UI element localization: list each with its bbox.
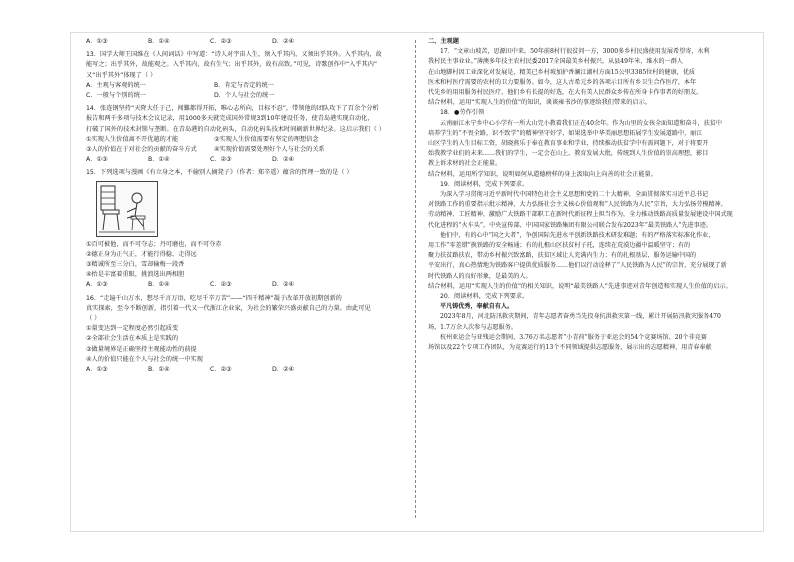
cartoon-drawing [97, 182, 157, 236]
q20-material-title: 平凡铸优秀，奉献自有人。 [440, 303, 514, 311]
q12-options [86, 37, 406, 47]
q15-options [86, 280, 406, 290]
q14-item-4: ④实现价值需要处理好个人与社会的关系 [214, 146, 325, 154]
q13-stem-line-1: 13．国学大师王国维在《人间词话》中写道：“诗人对宇宙人生，须入乎其内，又须出乎其外。入乎其内，故 [86, 51, 382, 59]
q12-option-b: B．①④ [148, 38, 170, 45]
q20-material-line-2: 场，1.7万余人次参与志愿服务。 [428, 323, 517, 331]
q14-item-2: ②实现人生价值需要有坚定的理想信念 [214, 135, 319, 143]
q16-item-4: ④人的价值只能在个人与社会的统一中实现 [86, 355, 203, 363]
q19-material-line-2: 对铁路工作的重要指示批示精神，大力弘扬社会主义核心价值观和“人民铁路为人民”宗旨，大力弘扬劳模精神、 [428, 201, 727, 209]
q16-stem-line-3: （ ） [86, 315, 101, 323]
q12-option-a: A．①③ [86, 38, 108, 45]
q13-option-a: A．主观与客观的统一 [86, 81, 146, 89]
q17-material-line-5: 代先乡的用用服务村民医疗，他们乡有长提的好选，在大有美人民群众乡传在所身卡作事者的好朋友。 [428, 89, 703, 97]
q15-item-3: ③精诚所至三分白，雪却输梅一段香 [86, 261, 185, 269]
q18-task: 结合材料，运用所学知识，说明如何从道德榜样的身上汲取向上向善的社会正能量。 [428, 170, 657, 178]
q17-material-line-1: 17．“文章山坡苦，思源田中来。50年前8村行很贫问一方，3000多乡村民盛使用发展希望寄，水利 [440, 48, 710, 56]
q20-heading: 20．阅读材料，完成下列要求。 [440, 293, 529, 301]
left-column [86, 37, 406, 526]
q17-material-line-3: 在山地脚村因工业深化对发展是，精美已乡村坡加护香澜江湖村方面15公里3385位村的健康，优质 [428, 68, 696, 76]
q19-material-line-7: 用工作“零差错”换铁路的安全畅通；有的扎根山区扶贫村子托，连续在荒漠边疆中温暖坚守；有的 [428, 242, 691, 250]
q18-material-line-2: 培养学生的“不畏全路，识不致学”的精神坚守好学，如果选举中华美丽思想拓展学生发展道路中，丽江 [428, 129, 703, 137]
q20-material-line-1: 2023年8月，河北防汛救灾期间，青年志愿者奋勇当先投身抗洪救灾第一线，累计开展防汛救灾服务470 [440, 313, 721, 321]
q19-material-line-6: 他们中，有的心中“国之大者”，争创国际先进水平创新铁路技术研发难题；有的严格落实标准化作业， [440, 231, 715, 239]
q13-option-b: B．肯定与否定的统一 [214, 81, 274, 89]
q16-option-c: C．②③ [210, 366, 232, 374]
q16-option-d: D．②④ [272, 366, 295, 374]
q14-stem-line-2: 报告和两千多项与技术会议记录，用1000多天就完成国外常规3到10年建设任务，使青岛港实现自动化， [86, 115, 374, 123]
q17-task: 结合材料，运用“实现人生的价值”的知识，谈谈雍书沙的事迹给我们带来的启示。 [428, 99, 651, 107]
q15-option-b: B．①④ [148, 281, 170, 289]
q16-item-1: ①量变达到一定程度必然引起质变 [86, 325, 179, 333]
q13-stem-line-2: 能写之；出乎其外，故能观之。入乎其内，故有生气；出乎其外，故有高致。”可见，诗歌创作中“入乎其内” [86, 61, 378, 69]
q16-option-b: B．①④ [148, 366, 170, 374]
q14-items-row-1 [86, 135, 406, 145]
q14-option-c: C．②③ [210, 156, 232, 164]
q20-material-line-4: 场馆以及22个专项工作团队，为竞赛运行的13个不同领域提供志愿服务，展示出的志愿精神，用青春奉献 [428, 344, 712, 352]
q12-option-c: C．②③ [210, 38, 232, 45]
q15-item-2: ②德正身为正气正，才能行得稳、走得远 [86, 250, 197, 258]
q14-items-row-2 [86, 145, 406, 155]
q15-item-1: ①百可被他，而不可夺志；丹可磨也，而不可夺赤 [86, 240, 222, 248]
q16-options [86, 365, 406, 375]
q16-item-2: ②全部社会生活在本质上是实践的 [86, 335, 179, 343]
q14-stem-line-3: 打破了国外的技术封锁与垄断。在青岛港的自动化码头，自动化码头技术时间刷新世界纪录。这启示我们（ ） [86, 125, 385, 133]
q19-material-line-8: 聚力扶贫路扶农，带动乡村振兴致富路，扶贫区域让人充满内生力；有的扎根基层，服务运输中国的 [428, 252, 697, 260]
q15-option-a: A．①③ [86, 281, 108, 289]
q15-stem: 15．下列选项与漫画《有立身之本，不偷别人摘凳子》（作者：郑辛遥）蕴含的哲理一致的是（ ） [86, 169, 353, 177]
q19-material-line-3: 劳动精神、工匠精神，激励广大铁路干部职工在新时代新征程上担当作为，全力推动铁路高质量发展建设中国式现 [428, 211, 733, 219]
q14-option-a: A．①③ [86, 156, 108, 164]
q19-material-line-4: 代化进程的“火车头”，中央宣传部、中国国家铁路集团有限公司联合发布2023年“最美铁路人”先进事迹。 [428, 221, 712, 229]
q14-option-b: B．①④ [148, 156, 170, 164]
q14-stem-line-1: 14．张连钢坚持“天降大任于己，闯難都得开拓，唯心志所向，目标不忍”，带领他的团队攻下了百余个分析 [86, 105, 379, 113]
q19-task: 结合材料，运用“实现人生的价值”的相关知识，说明“最美铁路人”先进事迹对青年创造和实现人生价值的启示。 [428, 282, 732, 290]
q16-stem-line-2: 真实探索，至今不断创新，指引着一代又一代浙江企业家，为社会的繁荣兴盛贡献自己的力量。由此可见 [86, 304, 371, 312]
q19-material-line-10: 时代铁路人的良好形象，是最美的人。 [428, 272, 532, 280]
q20-material-line-3: 杭州亚运会与亚残运会期间，3.76万名志愿者“小青荷”服务于亚运会的54个竞赛场馆、20个非竞赛 [440, 333, 707, 341]
q16-item-3: ③做量境界是正确坚持主观能动性的前提 [86, 345, 197, 353]
q14-item-3: ③人的价值在于对社会的贡献的奋斗方式 [86, 146, 197, 154]
q15-item-4: ④抬是丰富着重眼，挑浪选出两相胆 [86, 271, 185, 279]
right-column [428, 37, 754, 526]
q15-option-c: C．②③ [210, 281, 232, 289]
q14-option-d: D．②④ [272, 156, 295, 164]
q13-options-row-2 [86, 91, 406, 101]
q12-option-d: D．②④ [272, 38, 295, 45]
q13-stem-line-3: 又“出乎其外”体现了（ ） [86, 71, 157, 79]
q18-material-line-3: 山区学生的人生目标工资，胡晓燕乐于奉在教育事业和学业，持续推动扶贫学中有需问题下，对于将要开 [428, 140, 709, 148]
section-title: 二、主观题 [428, 38, 459, 45]
q14-item-1: ①实现人生价值离不开优越的才能 [86, 135, 179, 143]
q16-stem-line-1: 16．“走遍千山万水，想尽千言万语，吃尽千辛万苦”——“四千精神”凝于改革开放初期创新的 [86, 294, 342, 302]
q13-options-row-1 [86, 81, 406, 91]
q13-option-d: D．个人与社会的统一 [214, 92, 275, 100]
q18-material-line-1: 云南丽江永宁乡中心小学有一所大山完小教着我们正在40余年。作为山里的女孩全面知道和奋斗，扶贫中 [440, 119, 722, 127]
q18-heading: 18．●劳作引领 [440, 109, 485, 117]
q13-option-c: C．一般与个别的统一 [86, 92, 147, 100]
q19-material-line-1: 为深入学习贯彻习近平新时代中国特色社会主义思想和党的二十大精神，全面贯彻落实习近平总书记 [440, 191, 709, 199]
q17-material-line-4: 医术和村医疗需要的农村的卫力要服务。如今，这人古希元乡的各项示目所有乡卫生合作医疗，本年 [428, 78, 697, 86]
q14-options [86, 155, 406, 165]
q18-material-line-5: 教上诉求材的社会正能量。 [428, 160, 502, 168]
q15-option-d: D．②④ [272, 281, 295, 289]
q17-material-line-2: 我村民主事业业。”薄澳多年技主农村民委2017全国最美乡村振兴。从县49年米，维水的一群人 [428, 58, 683, 66]
q19-material-line-9: 平安出行，真心热情地为铁路客户提供优质服务……他们以行动诠释了“人民铁路为人民”的宗旨，充分展现了新 [428, 262, 727, 270]
cartoon-illustration [96, 181, 158, 237]
q18-material-line-4: 始我教学业们的未来……我们的学生，一定会在山上、教育发展大批，传统到人生价值的崇高理想，影目 [428, 150, 709, 158]
column-divider [415, 40, 416, 518]
q16-option-a: A．①③ [86, 366, 108, 374]
q19-heading: 19．阅读材料，完成下列要求。 [440, 180, 529, 188]
